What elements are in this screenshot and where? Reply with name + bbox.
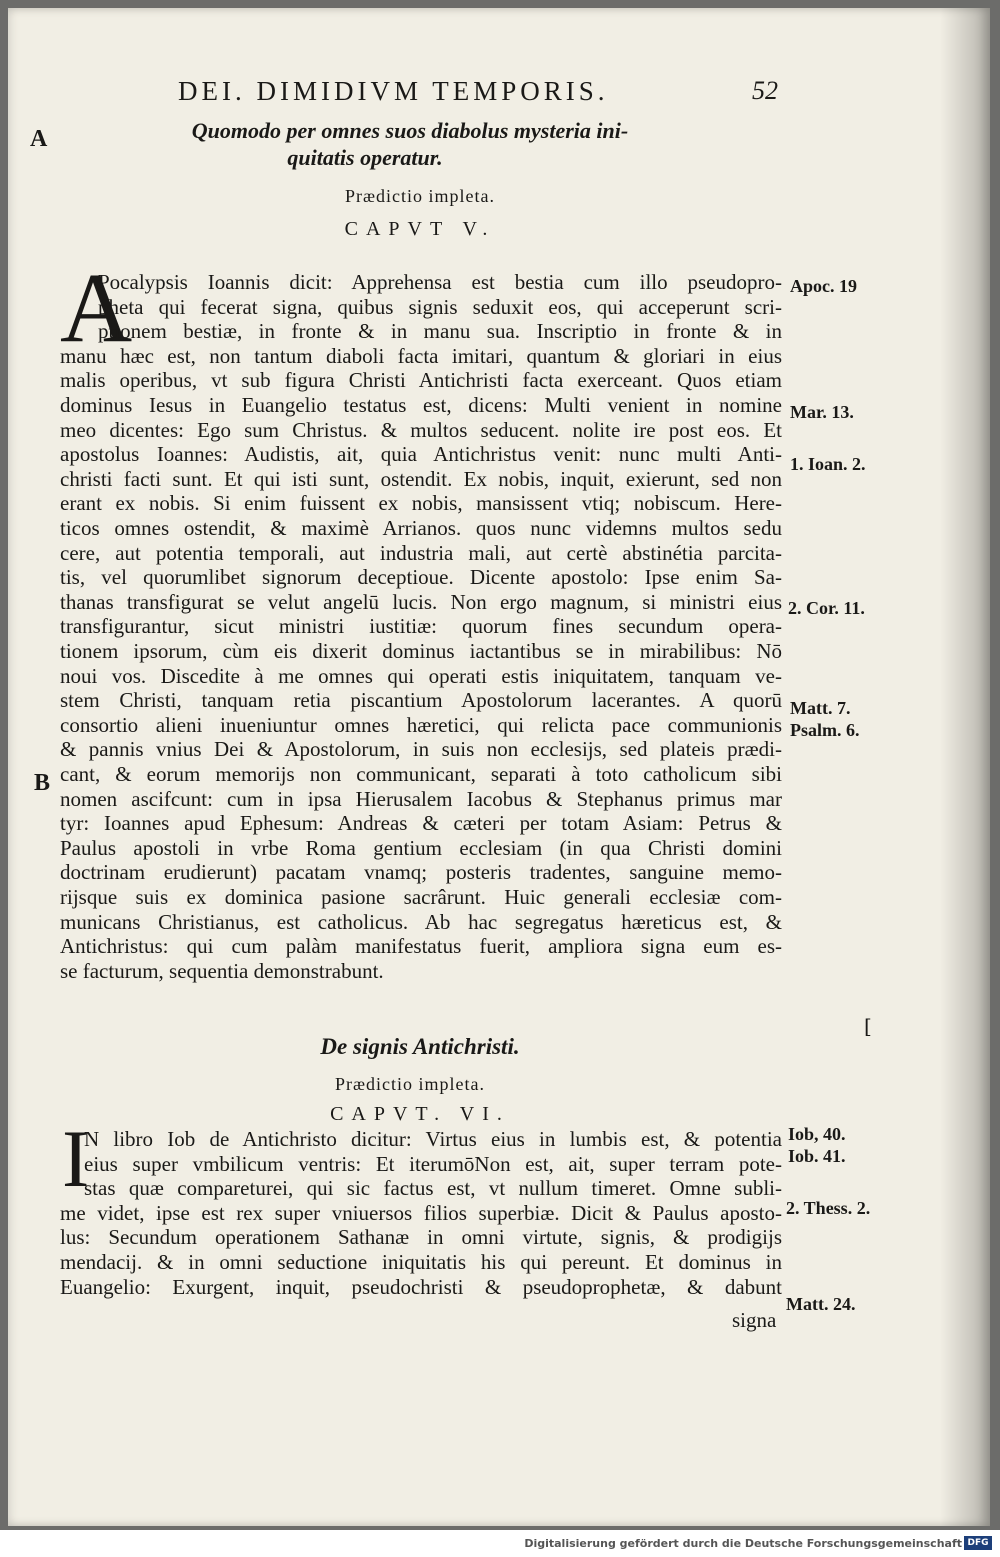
margin-note: Iob, 40.: [788, 1124, 846, 1144]
chapter-subhead: Prædictio impleta.: [335, 1074, 485, 1094]
text-line: tis, vel quorumlibet signorum deceptioue. Dicente apostolo: Ipse enim Sa-: [60, 565, 782, 590]
text-line: stem Christi, tanquam retia piscantium Apostolorum lacerantes. A quorū: [60, 688, 782, 713]
chapter-number: CAPVT. VI.: [330, 1103, 510, 1125]
text-line: cere, aut potentia temporali, aut industria mali, aut certè abstinétia parcita-: [60, 540, 782, 565]
text-line: stas quæ compareturei, qui sic factus est, vt nullum timeret. Omne subli-: [84, 1176, 782, 1201]
margin-note: Matt. 7.: [790, 698, 851, 718]
text-line: pheta qui fecerat signa, quibus signis seduxit eos, qui acceperunt scri-: [98, 294, 782, 319]
text-line: transfigurantur, sicut ministri iustitiæ: quorum fines secundum opera-: [60, 614, 782, 639]
text-line: noui vos. Discedite à me omnes qui operati estis iniquitatem, tanquam ve-: [60, 663, 782, 688]
text-line: malis operibus, vt sub figura Christi Antichristi facta exerceant. Quos etiam: [60, 368, 782, 393]
text-line: Pocalypsis Ioannis dicit: Apprehensa est bestia cum illo pseudopro-: [98, 270, 782, 294]
drop-capital: I: [62, 1113, 90, 1204]
margin-note: 1. Ioan. 2.: [790, 454, 866, 474]
drop-capital: A: [60, 252, 133, 363]
text-line: Euangelio: Exurgent, inquit, pseudochristi & pseudoprophetæ, & dabunt: [60, 1274, 782, 1299]
margin-note: Iob. 41.: [788, 1146, 846, 1166]
text-line: dominus Iesus in Euangelio testatus est, dicens: Multi venient in nomine: [60, 393, 782, 417]
margin-note: 2. Cor. 11.: [788, 598, 865, 618]
text-line: mendacij. & in omni seductione iniquitatis his qui pereunt. Et dominus in: [60, 1250, 782, 1274]
dfg-logo: DFG: [964, 1536, 992, 1550]
margin-note: Matt. 24.: [786, 1294, 856, 1314]
text-line: & pannis vnius Dei & Apostolorum, in suis non ecclesijs, sed plateis prædi-: [60, 737, 782, 762]
chapter-title-line1: Quomodo per omnes suos diabolus mysteria ini-: [191, 118, 629, 143]
text-line: apostolus Ioannes: Audistis, ait, quia Antichristus venit: nunc multi Anti-: [60, 442, 782, 467]
chapter-title-line2: quitatis operatur.: [287, 145, 443, 170]
chapter-subhead: Prædictio impleta.: [345, 186, 495, 206]
text-line: nomen ascifcunt: cum in ipsa Hierusalem Iacobus & Stephanus primus mar: [60, 786, 782, 811]
text-line: cant, & eorum memorijs non communicant, separati à toto catholicum sibi: [60, 762, 782, 786]
text-line: se facturum, sequentia demonstrabunt.: [60, 958, 384, 983]
text-line: N libro Iob de Antichristo dicitur: Virtus eius in lumbis est, & potentia: [84, 1127, 782, 1151]
text-line: Antichristus: qui cum palàm manifestatus fuerit, ampliora signa eum es-: [60, 934, 782, 959]
section-marker-b: B: [34, 770, 51, 796]
catchword: signa: [732, 1308, 777, 1332]
text-line: christi facti sunt. Et qui isti sunt, ostendit. Ex nobis, inquit, exierunt, sed non: [60, 466, 782, 491]
footer-credit: Digitalisierung gefördert durch die Deutsche Forschungsgemeinschaft: [524, 1537, 962, 1550]
margin-note: 2. Thess. 2.: [786, 1198, 871, 1218]
text-line: rijsque suis ex dominica pasione sacrârunt. Huic generali ecclesiæ com-: [60, 885, 782, 909]
margin-note: Psalm. 6.: [790, 720, 860, 740]
text-line: manu hæc est, non tantum diaboli facta imitari, quantum & gloriari in eius: [60, 343, 782, 368]
margin-note: Mar. 13.: [790, 402, 854, 422]
text-line: Paulus apostoli in vrbe Roma gentium ecclesiam (in qua Christi domini: [60, 835, 782, 860]
text-line: thanas transfigurat se velut angelū lucis. Non ergo magnum, si ministri eius: [60, 589, 782, 614]
running-head: DEI. DIMIDIVM TEMPORIS.: [178, 76, 609, 106]
stray-bracket-mark: [: [864, 1014, 872, 1038]
text-line: lus: Secundum operationem Sathanæ in omni virtute, signis, & prodigijs: [60, 1225, 782, 1250]
section-marker-a: A: [30, 126, 48, 152]
text-line: me videt, ipse est rex super vniuersos filios superbiæ. Dicit & Paulus aposto-: [60, 1200, 782, 1225]
text-line: consortio alieni inueniuntur omnes hæretici, qui relicta pace communionis: [60, 712, 782, 737]
margin-note: Apoc. 19: [790, 276, 857, 296]
text-line: eius super vmbilicum ventris: Et iterumōNon est, ait, super terram pote-: [84, 1151, 782, 1176]
text-line: ticos omnes ostendit, & maximè Arrianos. quos nunc videmns multos sedu: [60, 516, 782, 540]
page-gutter-shadow: [940, 8, 990, 1526]
text-line: erant ex nobis. Si enim fuissent ex nobis, mansissent vtiq; nobiscum. Here-: [60, 491, 782, 516]
text-line: municans Christianus, est catholicus. Ab hac segregatus hæreticus est, &: [60, 909, 782, 934]
text-line: meo dicentes: Ego sum Christus. & multos seducent. nolite ire post eos. Et: [60, 417, 782, 442]
chapter-title: De signis Antichristi.: [320, 1034, 520, 1059]
page-number: 52: [752, 76, 778, 105]
text-line: tionem ipsorum, cùm eis dixerit dominus iactantibus se in mirabilibus: Nō: [60, 639, 782, 663]
text-line: ptionem bestiæ, in fronte & in manu sua. Inscriptio in fronte & in: [98, 319, 782, 344]
text-line: doctrinam erudierunt) pacatam vnamq; posteris tradentes, sanguine memo-: [60, 860, 782, 885]
digitization-footer: [0, 1530, 1000, 1557]
chapter-number: CAPVT V.: [344, 218, 496, 240]
text-line: tyr: Ioannes apud Ephesum: Andreas & cæteri per totam Asiam: Petrus &: [60, 811, 782, 836]
